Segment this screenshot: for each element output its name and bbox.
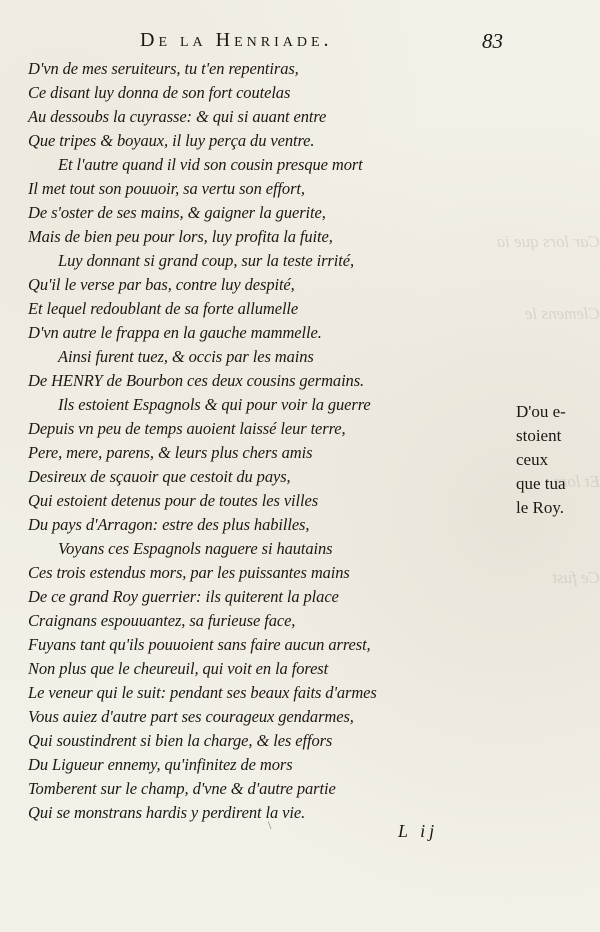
verse-line: Desireux de sçauoir que cestoit du pays, — [28, 467, 291, 486]
verse-line: Ils estoient Espagnols & qui pour voir la guerre — [58, 395, 371, 414]
bleed-through-text: Et lors — [554, 472, 600, 491]
verse-line: D'vn autre le frappa en la gauche mammelle. — [28, 323, 322, 342]
verse-line: Ce disant luy donna de son fort coutelas — [28, 83, 291, 102]
margin-note-line: D'ou e- — [516, 402, 566, 421]
page-number: 83 — [482, 29, 503, 53]
verse-line: Ces trois estendus mors, par les puissantes mains — [28, 563, 350, 582]
verse-line: Au dessoubs la cuyrasse: & qui si auant entre — [28, 107, 327, 126]
verse-line: Mais de bien peu pour lors, luy profita la fuite, — [28, 227, 333, 246]
verse-line: Vous auiez d'autre part ses courageux gendarmes, — [28, 707, 354, 726]
verse-line: De s'oster de ses mains, & gaigner la guerite, — [28, 203, 326, 222]
margin-note-line: stoient — [516, 426, 562, 445]
verse-line: Tomberent sur le champ, d'vne & d'autre partie — [28, 779, 336, 798]
verse-line: Du pays d'Arragon: estre des plus habilles, — [28, 515, 310, 534]
verse-line: Non plus que le cheureuil, qui voit en la forest — [28, 659, 329, 678]
verse-line: Qui se monstrans hardis y perdirent la vie. — [28, 803, 306, 822]
bleed-through-text: Ce fust — [552, 568, 600, 587]
ink-speck: \ — [268, 818, 272, 832]
verse-line: D'vn de mes seruiteurs, tu t'en repentiras, — [28, 59, 299, 78]
running-header: De la Henriade. — [140, 29, 333, 51]
verse-line: Qu'il le verse par bas, contre luy despité, — [28, 275, 295, 294]
margin-note — [516, 400, 596, 520]
verse-line: Qui estoient detenus pour de toutes les villes — [28, 491, 319, 510]
verse-block — [28, 57, 488, 825]
margin-note-line: le Roy. — [516, 498, 565, 517]
verse-line: Ainsi furent tuez, & occis par les mains — [58, 347, 314, 366]
bleed-through-text: Car lors que ia — [496, 232, 600, 251]
verse-line: Du Ligueur ennemy, qu'infinitez de mors — [28, 755, 293, 774]
verse-line: Que tripes & boyaux, il luy perça du ventre. — [28, 131, 315, 150]
verse-line: Luy donnant si grand coup, sur la teste irrité, — [58, 251, 354, 270]
margin-note-line: que tua — [516, 474, 566, 493]
verse-line: Depuis vn peu de temps auoient laissé leur terre, — [28, 419, 346, 438]
verse-line: De ce grand Roy guerrier: ils quiterent la place — [28, 587, 339, 606]
verse-line: Fuyans tant qu'ils pouuoient sans faire aucun arrest, — [28, 635, 371, 654]
signature-mark: L ij — [398, 821, 439, 841]
verse-line: Voyans ces Espagnols naguere si hautains — [58, 539, 333, 558]
verse-line: De HENRY de Bourbon ces deux cousins germains. — [28, 371, 365, 390]
verse-line: Il met tout son pouuoir, sa vertu son effort, — [28, 179, 305, 198]
verse-line: Et l'autre quand il vid son cousin presque mort — [58, 155, 363, 174]
verse-line: Craignans espouuantez, sa furieuse face, — [28, 611, 296, 630]
verse-line: Pere, mere, parens, & leurs plus chers amis — [28, 443, 313, 462]
verse-line: Le veneur qui le suit: pendant ses beaux faits d'armes — [28, 683, 377, 702]
verse-line: Et lequel redoublant de sa forte allumelle — [28, 299, 299, 318]
verse-line: Qui soustindrent si bien la charge, & les effors — [28, 731, 333, 750]
margin-note-line: ceux — [516, 450, 549, 469]
bleed-through-text: Clemens le — [524, 304, 600, 323]
